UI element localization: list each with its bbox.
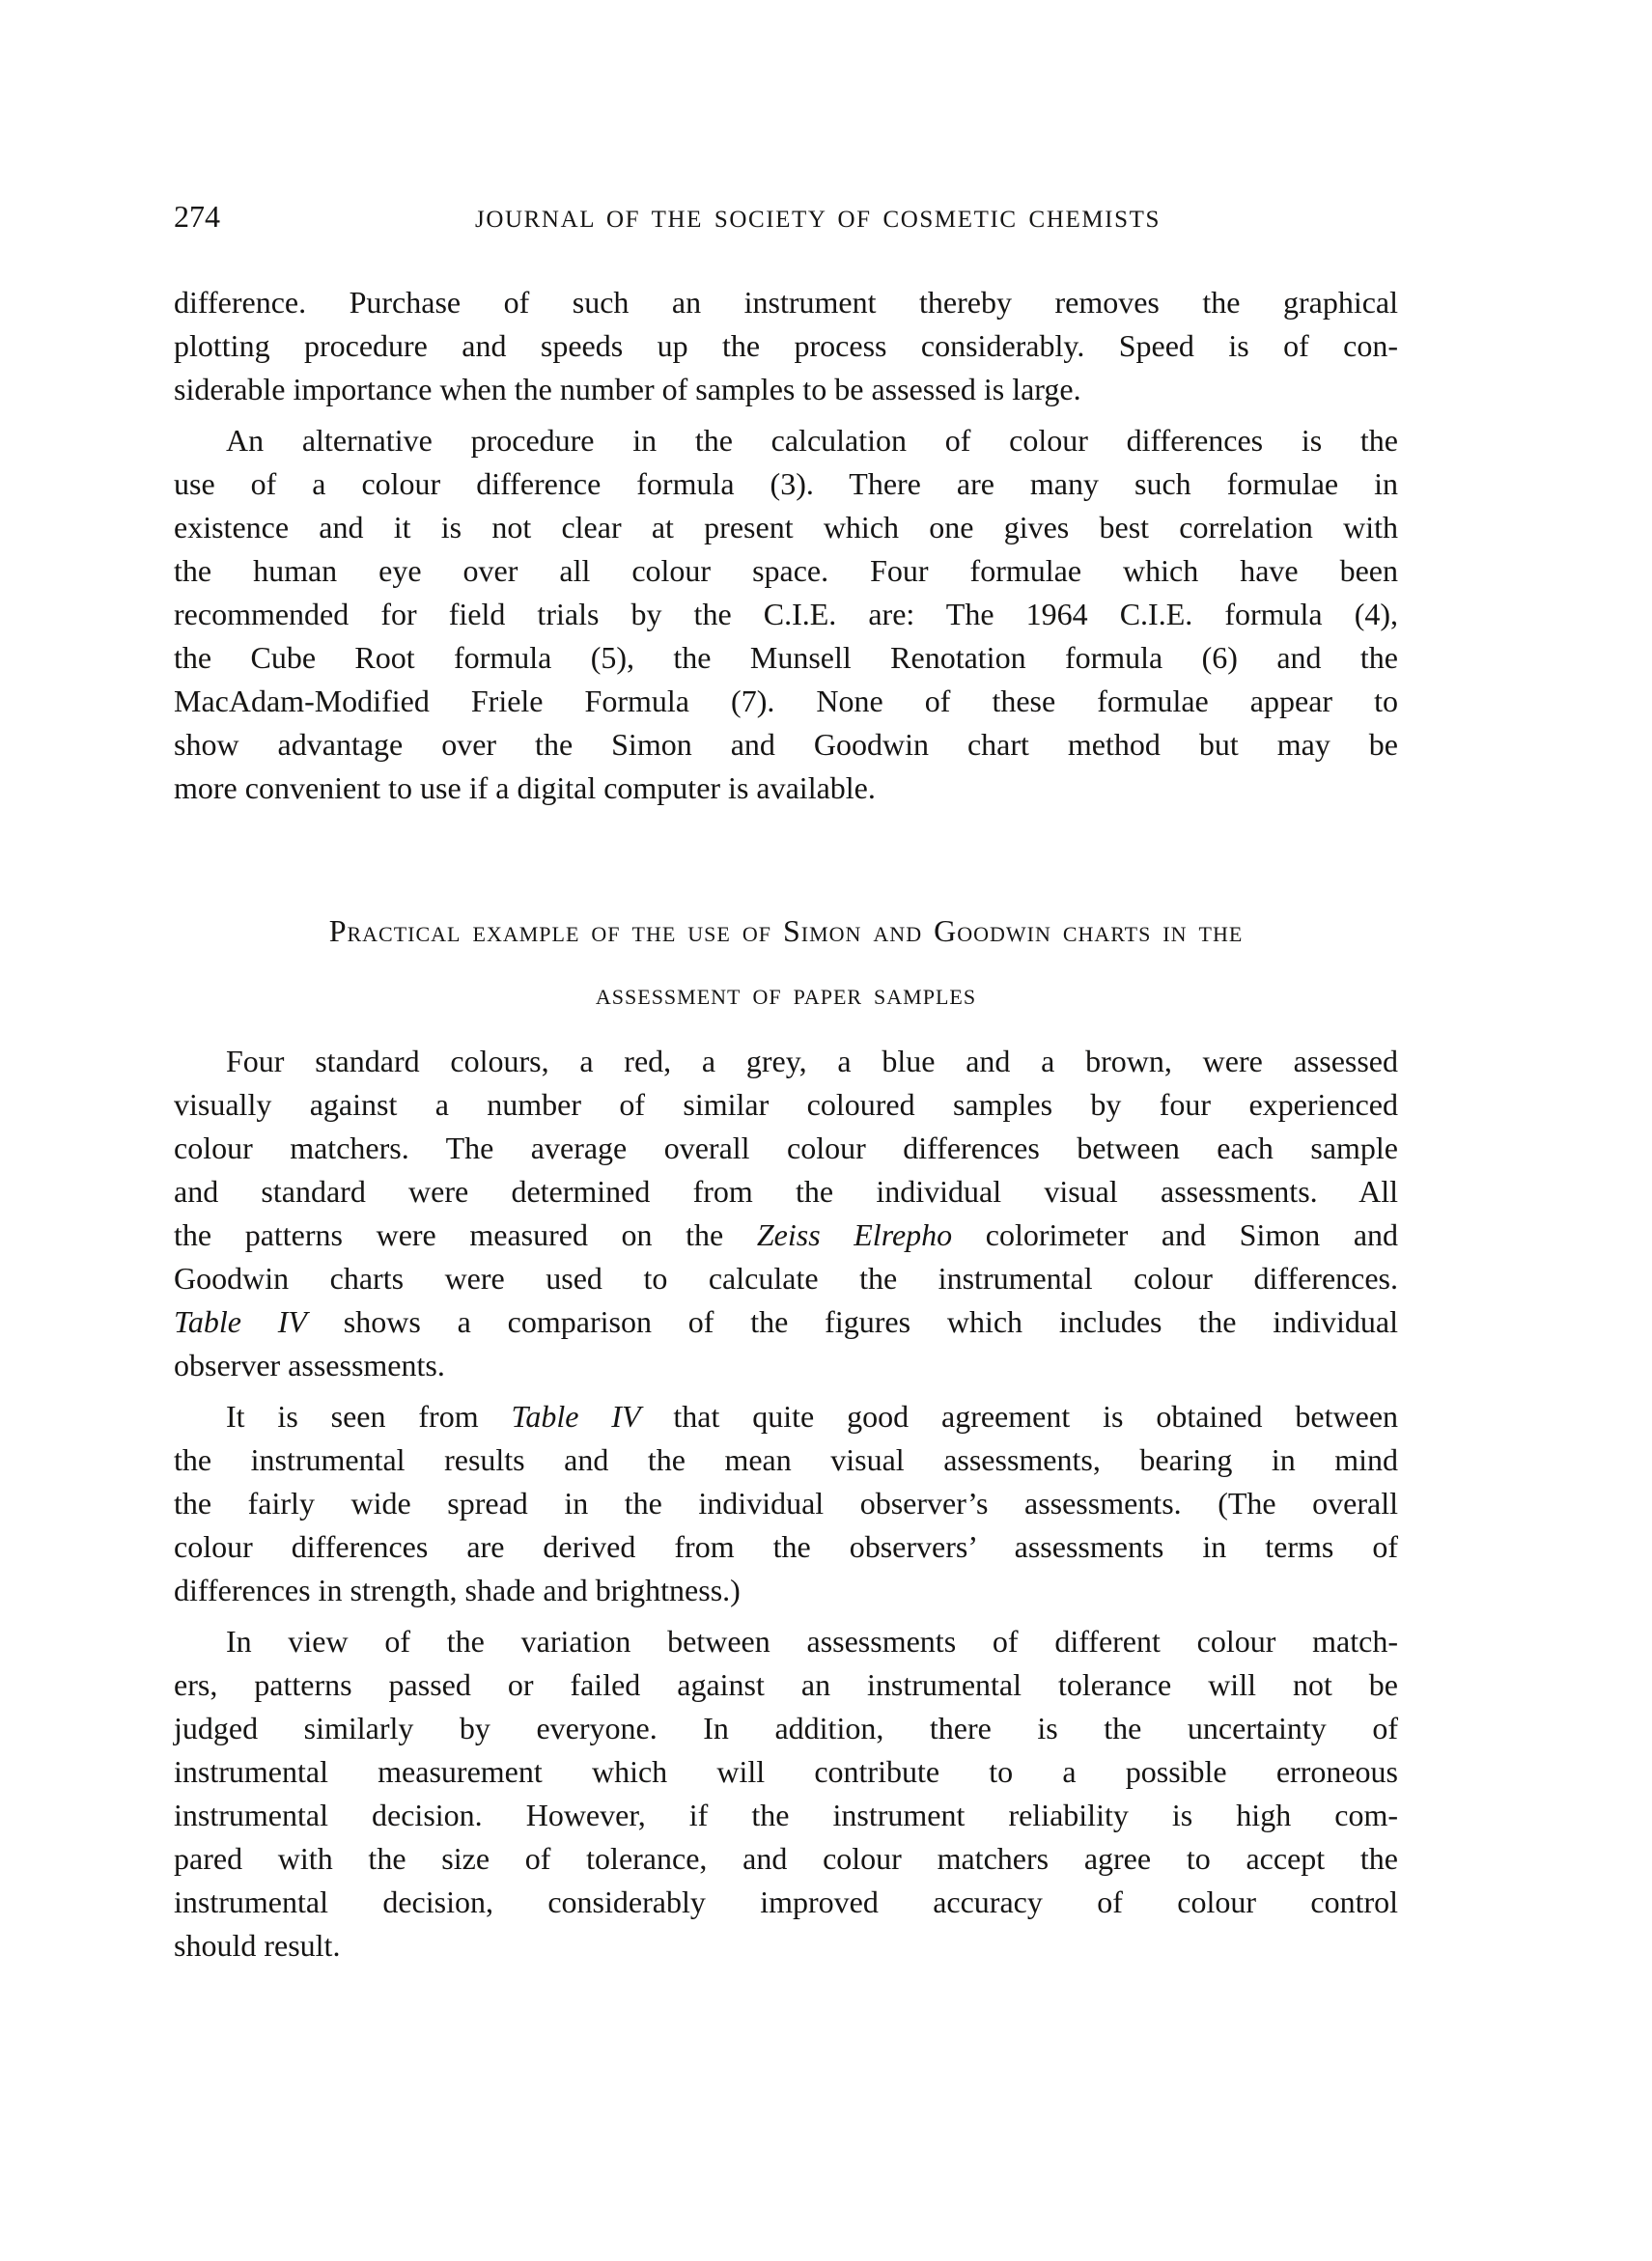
section-heading-line-2: assessment of paper samples [595, 976, 977, 1011]
paragraph-continuation [174, 281, 1398, 411]
text-line: instrumental decision. However, if the instrument reliability is high com- [174, 1798, 1398, 1832]
text-line: instrumental decision, considerably improved accuracy of colour control [174, 1884, 1398, 1919]
text-line: the human eye over all colour space. Four formulae which have been [174, 553, 1398, 588]
text-line: plotting procedure and speeds up the process considerably. Speed is of con- [174, 328, 1398, 363]
text-line: and standard were determined from the individual visual assessments. All [174, 1174, 1398, 1209]
text-line: siderable importance when the number of samples to be assessed is large. [174, 372, 1081, 406]
paragraph-table-iv-agreement [174, 1395, 1398, 1612]
paragraph-four-standard-colours [174, 1040, 1398, 1387]
article-body [174, 281, 1398, 1968]
text-line: colour matchers. The average overall colour differences between each sample [174, 1130, 1398, 1165]
section-heading-line-1: Practical example of the use of Simon and Goodwin charts in the [328, 913, 1244, 948]
running-header [174, 198, 1398, 238]
text-line: difference. Purchase of such an instrument thereby removes the graphical [174, 285, 1398, 320]
text-line: the fairly wide spread in the individual observer’s assessments. (The overall [174, 1486, 1398, 1521]
text-line: pared with the size of tolerance, and colour matchers agree to accept the [174, 1841, 1398, 1876]
text-line: differences in strength, shade and brightness.) [174, 1573, 741, 1607]
text-line: the instrumental results and the mean visual assessments, bearing in mind [174, 1442, 1398, 1477]
text-line: Goodwin charts were used to calculate the instrumental colour differences. [174, 1261, 1398, 1296]
text-line: visually against a number of similar coloured samples by four experienced [174, 1087, 1398, 1122]
text-line: should result. [174, 1928, 341, 1963]
journal-title: JOURNAL OF THE SOCIETY OF COSMETIC CHEMISTS [475, 207, 1161, 233]
text-line: MacAdam-Modified Friele Formula (7). None of these formulae appear to [174, 684, 1398, 718]
text-line: use of a colour difference formula (3). There are many such formulae in [174, 466, 1398, 501]
text-line: the Cube Root formula (5), the Munsell Renotation formula (6) and the [174, 640, 1398, 675]
section-heading [174, 900, 1398, 1025]
text-line: In view of the variation between assessments of different colour match- [226, 1624, 1398, 1659]
page-number: 274 [174, 199, 220, 234]
text-line: more convenient to use if a digital computer is available. [174, 770, 876, 805]
text-line: instrumental measurement which will contribute to a possible erroneous [174, 1754, 1398, 1789]
paragraph-variation-assessments [174, 1620, 1398, 1968]
text-line: An alternative procedure in the calculation of colour differences is the [226, 423, 1398, 458]
text-line: judged similarly by everyone. In addition, there is the uncertainty of [174, 1711, 1398, 1745]
text-line: observer assessments. [174, 1348, 445, 1382]
paragraph-alternative-procedure [174, 419, 1398, 810]
text-line: ers, patterns passed or failed against an instrumental tolerance will not be [174, 1667, 1398, 1702]
text-line: colour differences are derived from the observers’ assessments in terms of [174, 1529, 1398, 1564]
text-line: existence and it is not clear at present which one gives best correlation with [174, 510, 1398, 544]
text-line: the patterns were measured on the Zeiss Elrepho colorimeter and Simon and [174, 1217, 1399, 1252]
text-line: Four standard colours, a red, a grey, a blue and a brown, were assessed [226, 1044, 1398, 1078]
text-line: show advantage over the Simon and Goodwin chart method but may be [174, 727, 1398, 762]
text-line: Table IV shows a comparison of the figures which includes the individual [174, 1304, 1399, 1339]
text-line: It is seen from Table IV that quite good agreement is obtained between [226, 1399, 1399, 1434]
text-line: recommended for field trials by the C.I.E. are: The 1964 C.I.E. formula (4), [174, 597, 1398, 631]
